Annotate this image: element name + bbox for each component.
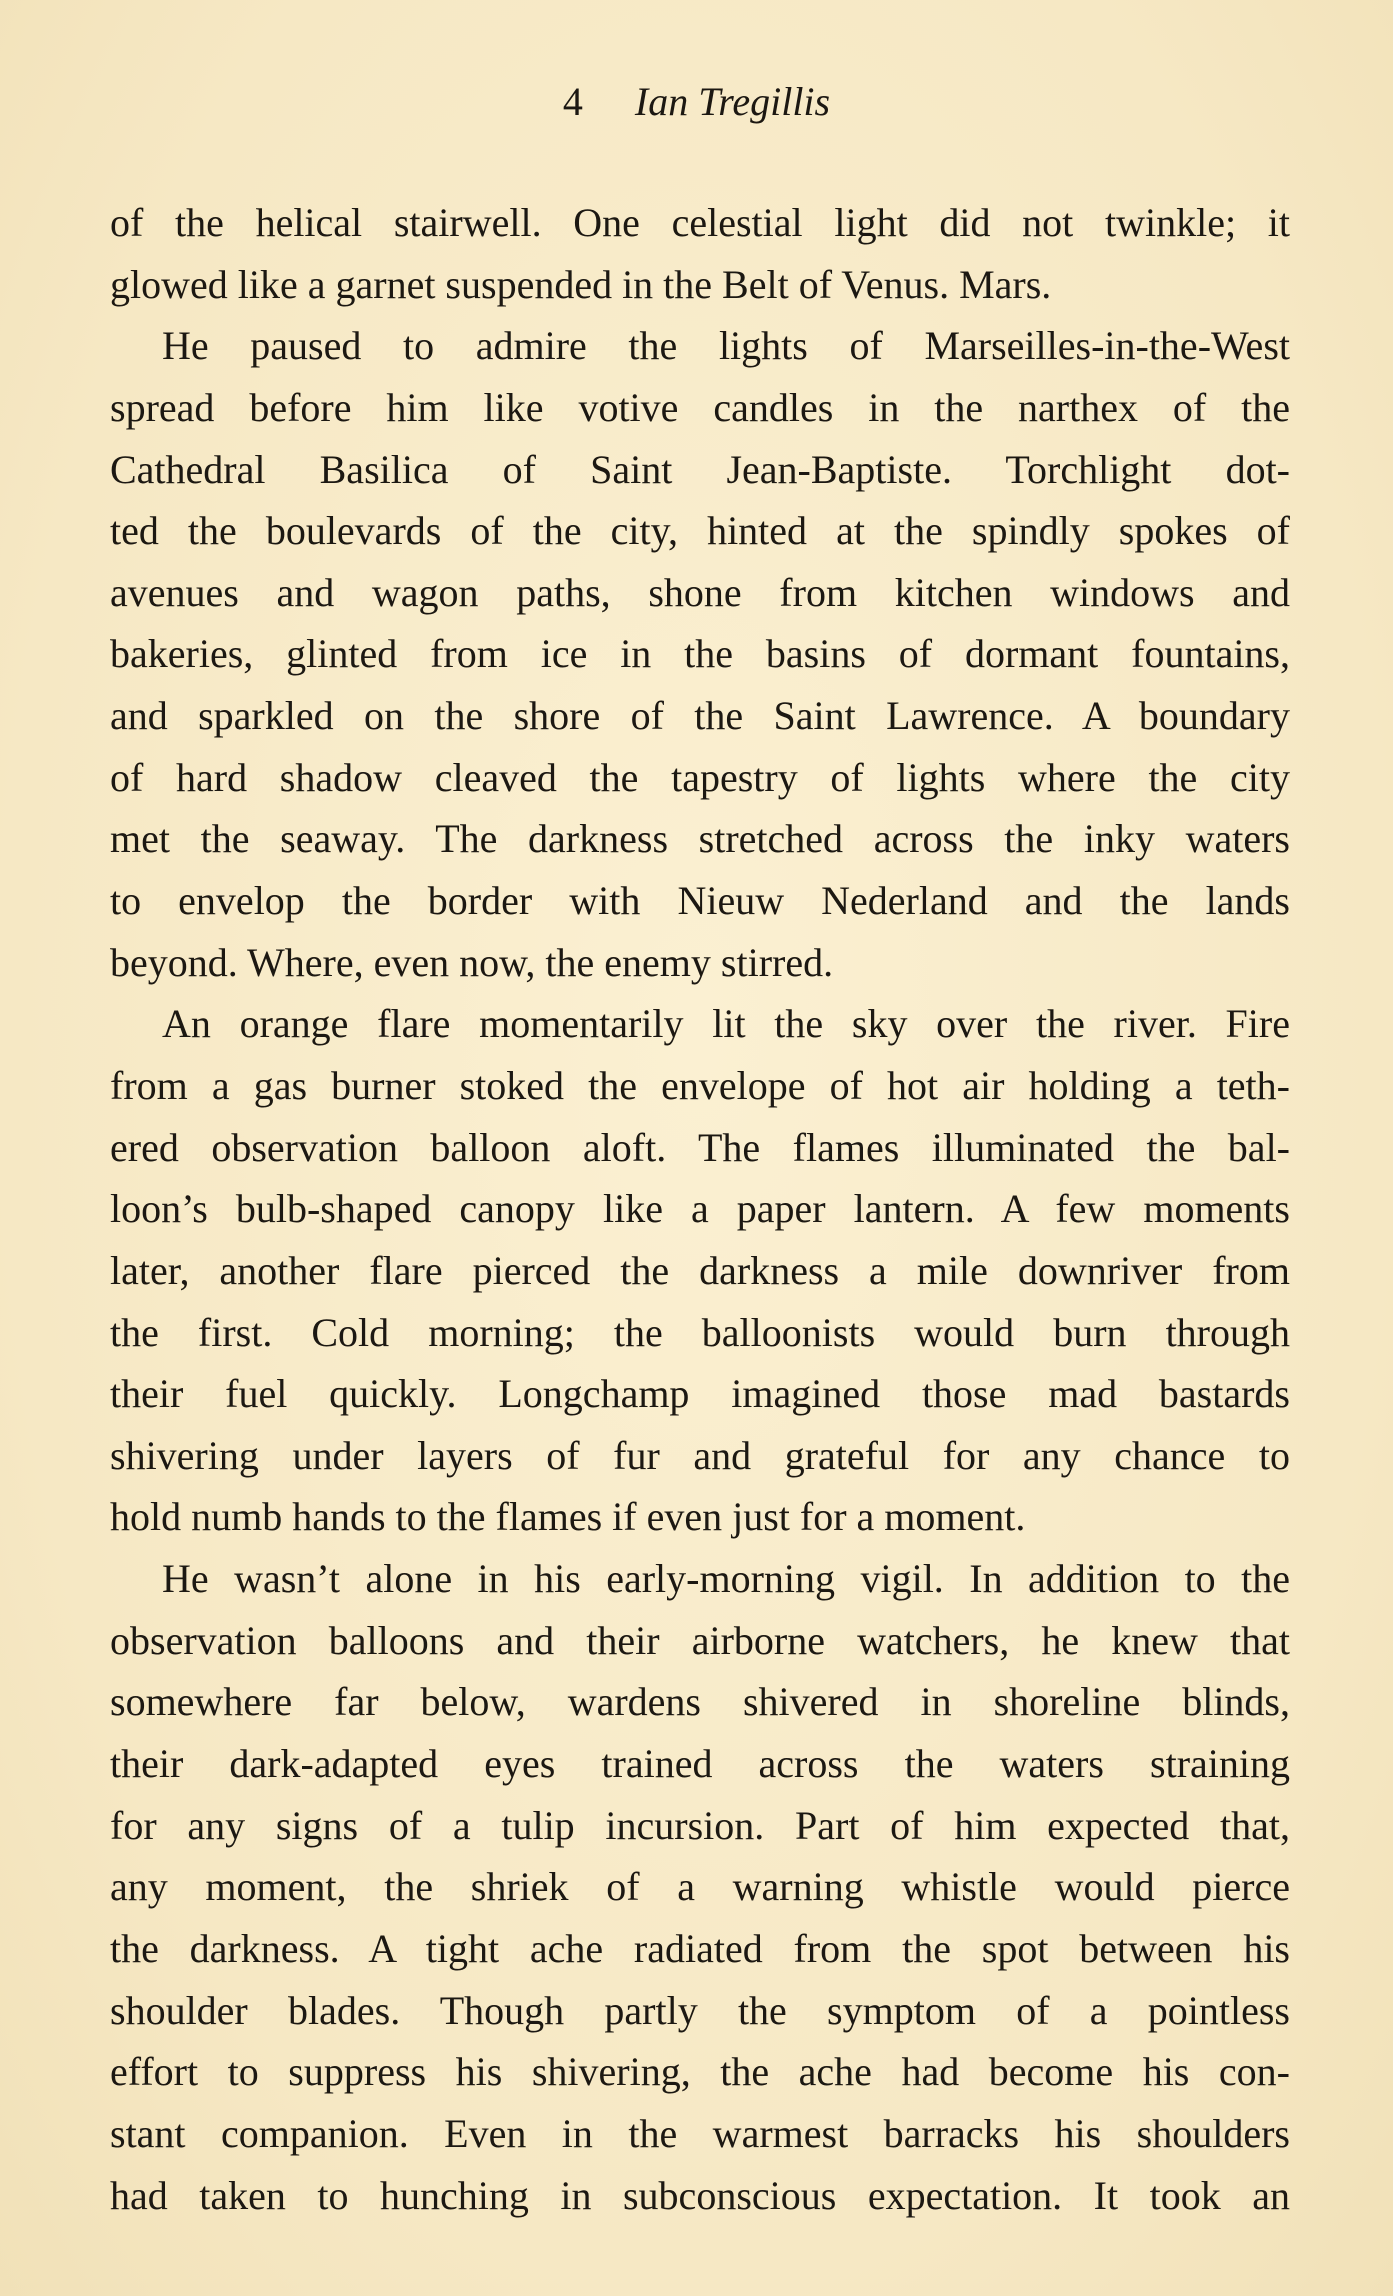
- text-line: later, another flare pierced the darkness a mile downriver from: [110, 1247, 1290, 1293]
- text-line: avenues and wagon paths, shone from kitchen windows and: [110, 569, 1290, 615]
- text-line: from a gas burner stoked the envelope of hot air holding a teth-: [110, 1062, 1290, 1108]
- text-line: somewhere far below, wardens shivered in shoreline blinds,: [110, 1679, 1290, 1725]
- text-line: shivering under layers of fur and grateful for any chance to: [110, 1432, 1290, 1478]
- text-line: shoulder blades. Though partly the symptom of a pointless: [110, 1987, 1290, 2033]
- text-line: He paused to admire the lights of Marseilles-in-the-West: [162, 323, 1290, 369]
- running-head: [0, 74, 1393, 130]
- text-line: of the helical stairwell. One celestial light did not twinkle; it: [110, 200, 1290, 245]
- text-line: An orange flare momentarily lit the sky over the river. Fire: [162, 1001, 1290, 1047]
- text-line: their fuel quickly. Longchamp imagined those mad bastards: [110, 1371, 1290, 1417]
- text-line: any moment, the shriek of a warning whistle would pierce: [110, 1864, 1290, 1910]
- text-line: ered observation balloon aloft. The flames illuminated the bal-: [110, 1124, 1290, 1170]
- text-line: for any signs of a tulip incursion. Part of him expected that,: [110, 1802, 1290, 1848]
- page-number: 4: [562, 79, 583, 124]
- text-line: Cathedral Basilica of Saint Jean-Baptiste. Torchlight dot-: [110, 446, 1290, 492]
- paragraph: [110, 315, 1290, 993]
- text-line: loon’s bulb-shaped canopy like a paper lantern. A few moments: [110, 1186, 1290, 1232]
- paragraph: [110, 993, 1290, 1548]
- text-line: effort to suppress his shivering, the ache had become his con-: [110, 2049, 1290, 2095]
- text-line: beyond. Where, even now, the enemy stirred.: [110, 939, 834, 985]
- text-line: ted the boulevards of the city, hinted at the spindly spokes of: [110, 508, 1290, 554]
- text-line: had taken to hunching in subconscious expectation. It took an: [110, 2172, 1290, 2218]
- text-line: their dark-adapted eyes trained across the waters straining: [110, 1741, 1290, 1787]
- text-line: the first. Cold morning; the balloonists would burn through: [110, 1309, 1290, 1355]
- text-line: spread before him like votive candles in the narthex of the: [110, 384, 1290, 430]
- paragraph: [110, 1548, 1290, 2226]
- text-line: of hard shadow cleaved the tapestry of lights where the city: [110, 754, 1290, 800]
- text-line: bakeries, glinted from ice in the basins of dormant fountains,: [110, 631, 1290, 677]
- running-head-author: Ian Tregillis: [634, 79, 831, 124]
- text-line: the darkness. A tight ache radiated from the spot between his: [110, 1925, 1290, 1971]
- text-line: stant companion. Even in the warmest barracks his shoulders: [110, 2110, 1290, 2156]
- text-line: met the seaway. The darkness stretched across the inky waters: [110, 816, 1290, 862]
- text-line: hold numb hands to the flames if even just for a moment.: [110, 1494, 1026, 1540]
- body-text: [110, 192, 1290, 2226]
- text-line: glowed like a garnet suspended in the Belt of Venus. Mars.: [110, 261, 1052, 307]
- text-line: observation balloons and their airborne watchers, he knew that: [110, 1617, 1290, 1663]
- text-line: and sparkled on the shore of the Saint Lawrence. A boundary: [110, 693, 1290, 739]
- text-line: He wasn’t alone in his early-morning vigil. In addition to the: [162, 1556, 1290, 1602]
- paragraph: [110, 192, 1290, 315]
- text-line: to envelop the border with Nieuw Nederland and the lands: [110, 878, 1290, 924]
